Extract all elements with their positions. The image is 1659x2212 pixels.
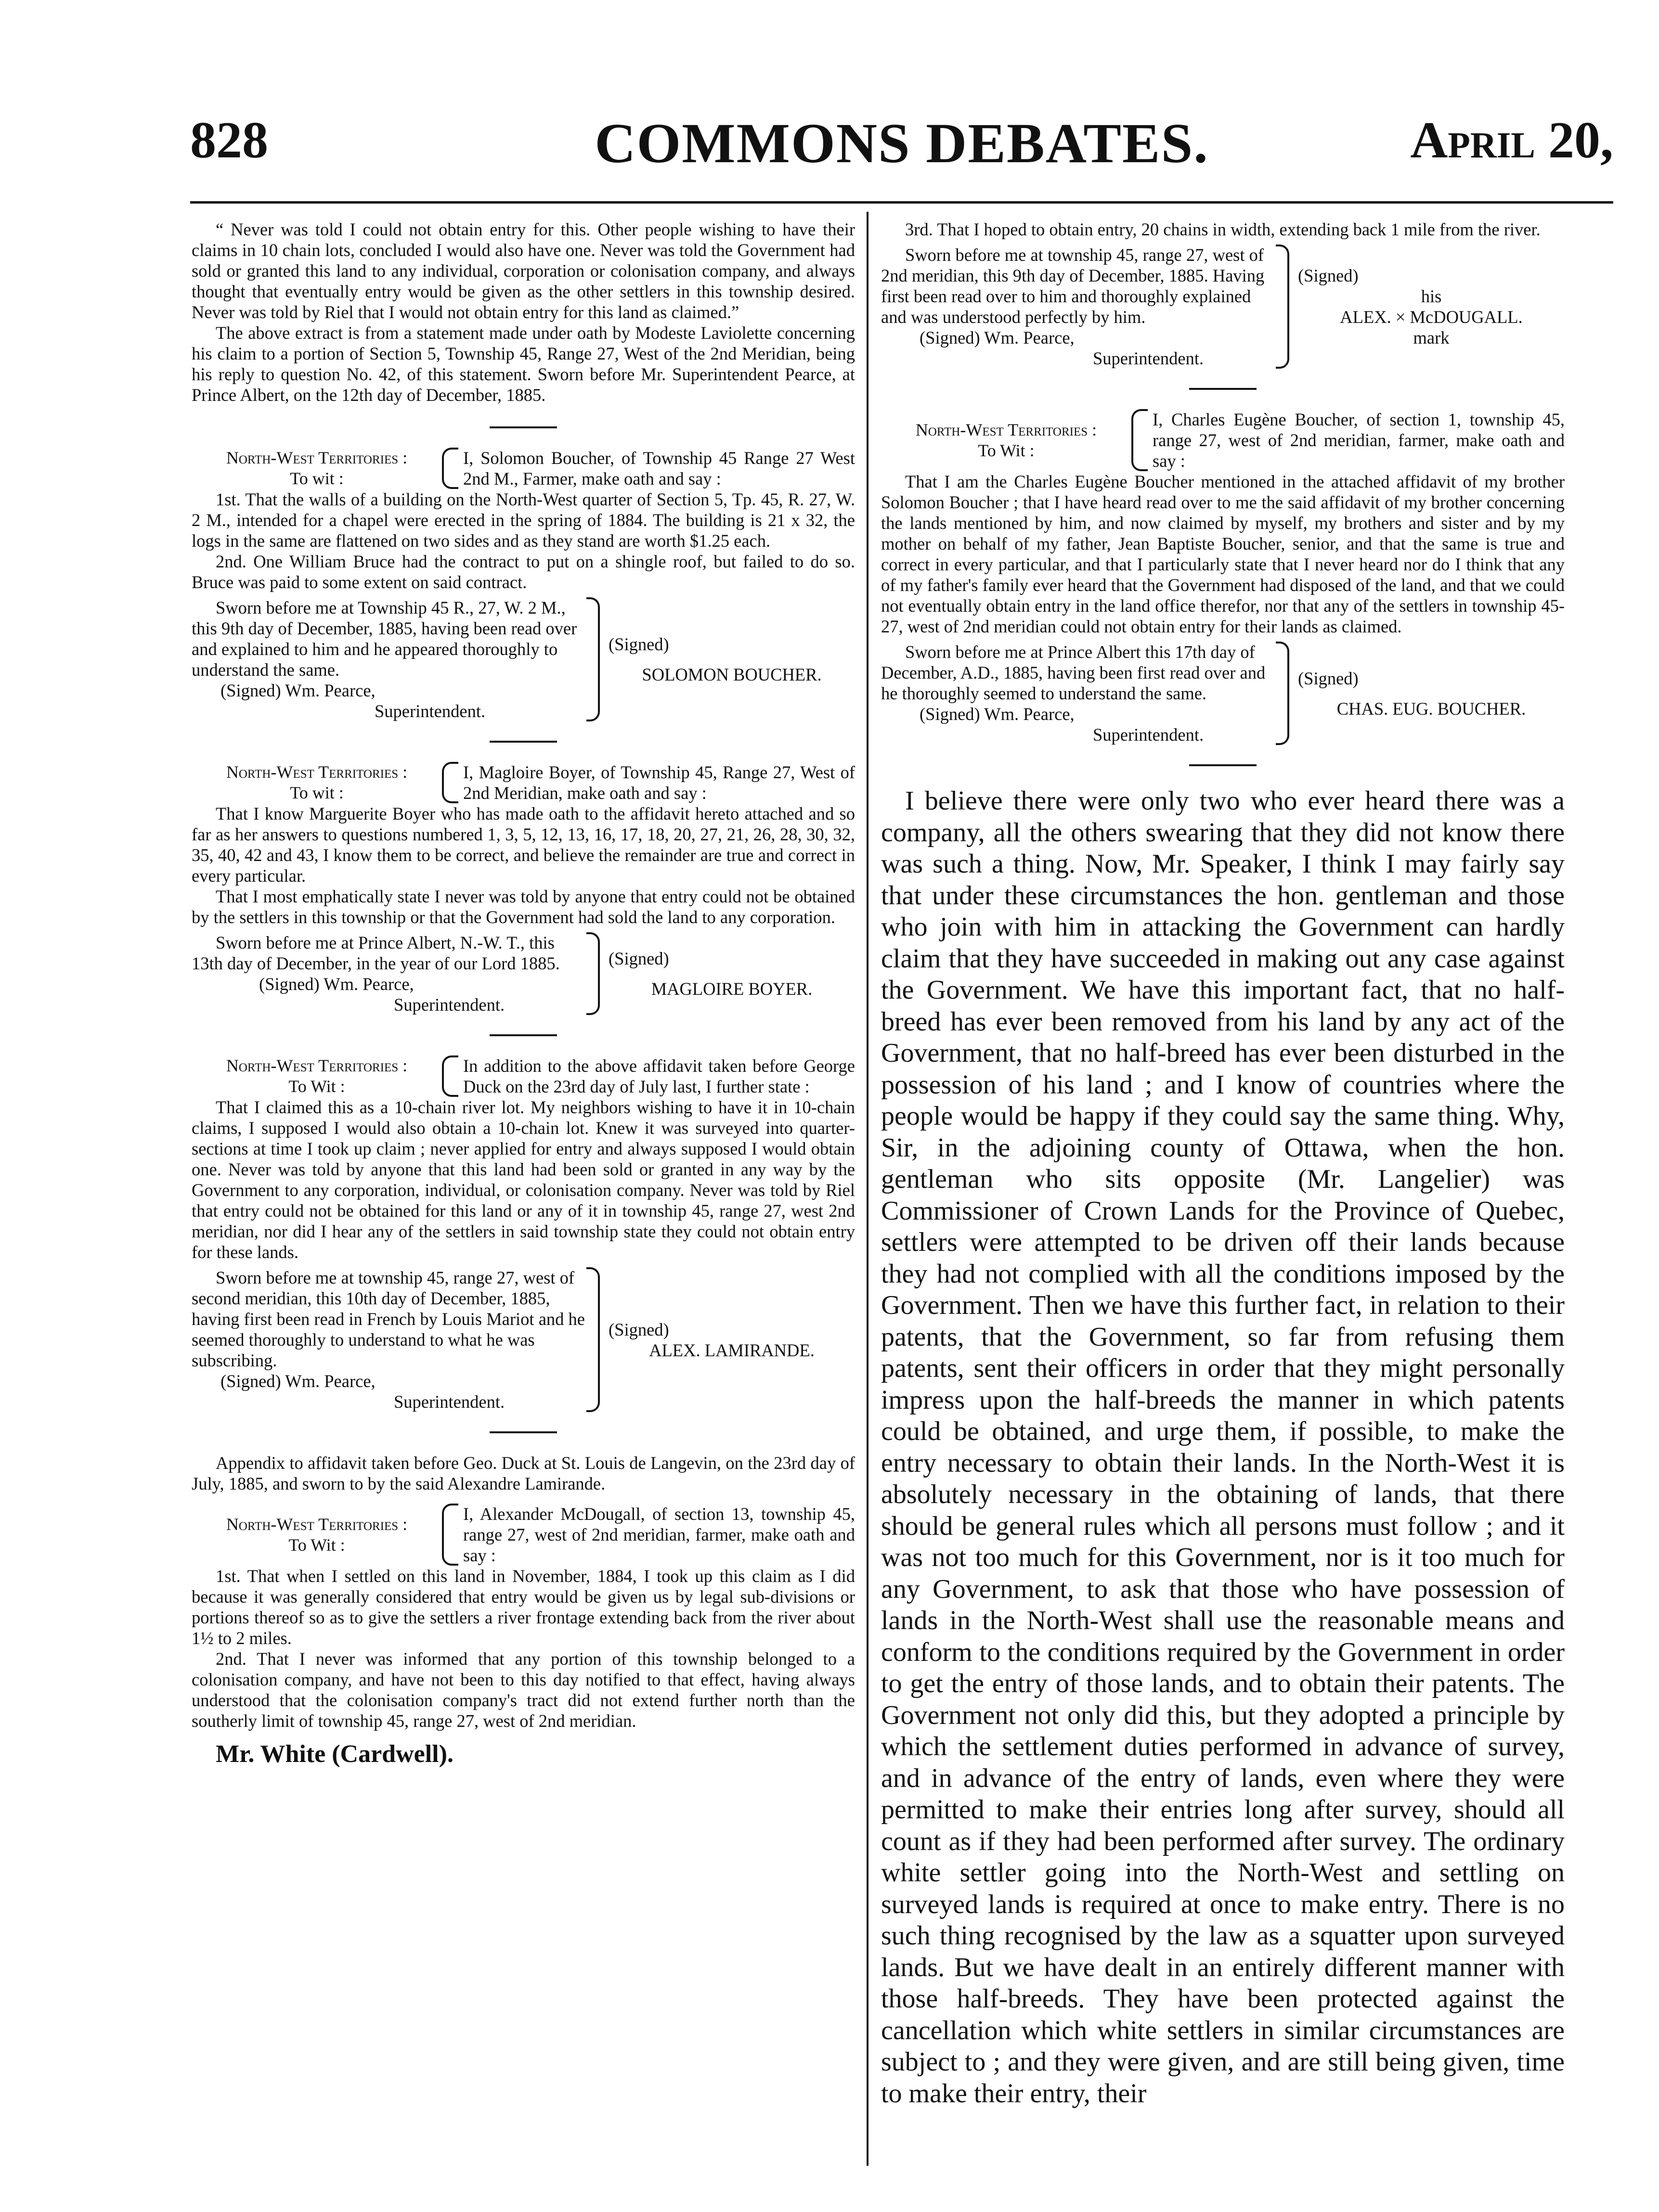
affidavit-intro: I, Magloire Boyer, of Township 45, Range 27, West of 2nd Meridian, make oath and say :: [463, 762, 855, 803]
jurat-block: [192, 932, 855, 1015]
affidavit-intro: I, Solomon Boucher, of Township 45 Range 27 West 2nd M., Farmer, make oath and say :: [463, 448, 855, 489]
affidavit-heading: [192, 762, 855, 803]
jurat-text: Sworn before me at Township 45 R., 27, W. 2 M., this 9th day of December, 1885, having been read over and explained to him and he appeared thoroughly to understand the same. (Signed) Wm. Pearce, Superintendent.: [192, 598, 577, 721]
signature-block: (Signed) CHAS. EUG. BOUCHER.: [1298, 642, 1565, 745]
affidavit-paragraph: 1st. That when I settled on this land in November, 1884, I took up this claim as I did because it was generally considered that entry would be given us by legal sub-divisions or portions thereof so as to give the settlers a river frontage extending back from the river about 1½ to 2 miles.: [192, 1566, 855, 1648]
jurisdiction-label: North-West Territories : To wit :: [226, 762, 408, 802]
signatory-name: MAGLOIRE BOYER.: [651, 979, 813, 999]
brace: [442, 1055, 458, 1097]
page-date: [1410, 111, 1613, 170]
jurisdiction-label: North-West Territories : To Wit :: [226, 1514, 408, 1555]
jurat-text: Sworn before me at township 45, range 27, west of 2nd meridian, this 9th day of December, 1885. Having first been read over to him and thoroughly explained and was understood perfectly by him. (Signed) Wm. Pearce, Superintendent.: [881, 245, 1265, 368]
separator-rule: [490, 426, 557, 428]
brace: [1276, 642, 1289, 745]
signature-block: (Signed) SOLOMON BOUCHER.: [609, 597, 855, 721]
left-column: [192, 219, 855, 1769]
speaker-attribution: Mr. White (Cardwell).: [216, 1740, 454, 1768]
signatory-name: CHAS. EUG. BOUCHER.: [1336, 698, 1526, 719]
page-number: 828: [190, 112, 268, 169]
affidavit-paragraph: 3rd. That I hoped to obtain entry, 20 chains in width, extending back 1 mile from the river.: [905, 219, 1541, 239]
right-column: [881, 219, 1565, 2109]
date-day: 20,: [1548, 112, 1613, 169]
brace: [442, 1504, 458, 1566]
header-rule: [190, 201, 1613, 204]
column-divider: [867, 212, 868, 2166]
affidavit-heading: [192, 448, 855, 489]
signature-block: (Signed) MAGLOIRE BOYER.: [609, 932, 855, 1015]
affidavit-intro: In addition to the above affidavit taken before George Duck on the 23rd day of July last, I further state :: [463, 1056, 855, 1096]
page-title: COMMONS DEBATES.: [595, 112, 1209, 175]
jurat-text: Sworn before me at township 45, range 27, west of second meridian, this 10th day of December, 1885, having first been read in French by Louis Mariot and he seemed thoroughly to understand to what he was subscribing. (Signed) Wm. Pearce, Superintendent.: [192, 1268, 585, 1412]
signature-block: (Signed) his ALEX. × McDOUGALL. mark: [1298, 244, 1565, 369]
brace: [442, 762, 458, 803]
affidavit-paragraph: That I know Marguerite Boyer who has made oath to the affidavit hereto attached and so far as her answers to questions numbered 1, 3, 5, 12, 13, 16, 17, 18, 20, 27, 21, 26, 28, 30, 32, 35, 40, 42 and 43, I know them to be correct, and believe the remainder are true and correct in every particular.: [192, 804, 855, 886]
brace: [586, 932, 600, 1015]
affidavit-intro: I, Charles Eugène Boucher, of section 1, township 45, range 27, west of 2nd meridian, farmer, make oath and say :: [1153, 410, 1565, 471]
jurat-block: [881, 642, 1565, 745]
separator-rule: [490, 741, 557, 743]
affidavit-paragraph: 1st. That the walls of a building on the North-West quarter of Section 5, Tp. 45, R. 27, W. 2 M., intended for a chapel were erected in the spring of 1884. The building is 21 x 32, the logs in the same are flattened on two sides and as they stand are worth $1.25 each.: [192, 489, 855, 551]
affidavit-heading: [192, 1055, 855, 1097]
brace: [1131, 409, 1148, 471]
appendix-paragraph: Appendix to affidavit taken before Geo. Duck at St. Louis de Langevin, on the 23rd day of July, 1885, and sworn to by the said Alexandre Lamirande.: [192, 1453, 855, 1493]
affidavit-paragraph: That I am the Charles Eugène Boucher mentioned in the attached affidavit of my brother Solomon Boucher ; that I have heard read over to me the said affidavit of my brother concerning the lands mentioned by him, and now claimed by myself, my brothers and sister and by my mother on behalf of my father, Jean Baptiste Boucher, senior, and that the same is true and correct in every particular, and that I particularly state that I never heard nor do I think that any of my father's family ever heard that the Government had disposed of the land, and that we could not eventually obtain entry in the land office therefor, nor that any of the settlers in township 45-27, west of 2nd meridian could not obtain entry for their lands as claimed.: [881, 472, 1565, 636]
affidavit-paragraph: 2nd. That I never was informed that any portion of this township belonged to a colonisation company, and have not been to this day notified to that effect, having always understood that the colonisation company's tract did not extend further north than the southerly limit of township 45, range 27, west of 2nd meridian.: [192, 1649, 855, 1731]
signatory-name: ALEX. × McDOUGALL.: [1340, 307, 1523, 327]
brace: [442, 448, 458, 489]
affidavit-paragraph: That I claimed this as a 10-chain river lot. My neighbors wishing to have it in 10-chain claims, I supposed I would also obtain a 10-chain lot. Knew it was surveyed into quarter-sections at time I took up claim ; never applied for entry and always supposed I would obtain one. Never was told by anyone that this land had been sold or granted in any way by the Government to any corporation, individual, or colonisation company. Never was told by Riel that entry could not be obtained for this land or any of it in township 45, range 27, west 2nd meridian, nor did I hear any of the settlers in said township state they could not obtain entry for these lands.: [192, 1097, 855, 1262]
affidavit-intro: I, Alexander McDougall, of section 13, township 45, range 27, west of 2nd meridian, farmer, make oath and say :: [463, 1504, 855, 1565]
jurat-text: Sworn before me at Prince Albert this 17th day of December, A.D., 1885, having been first read over and he thoroughly seemed to understand the same. (Signed) Wm. Pearce, Superintendent.: [881, 642, 1266, 745]
jurisdiction-label: North-West Territories : To Wit :: [226, 1056, 408, 1096]
jurat-block: [881, 244, 1565, 369]
signature-his: his: [1421, 286, 1442, 306]
signatory-name: SOLOMON BOUCHER.: [642, 665, 822, 684]
signature-mark: mark: [1413, 328, 1450, 347]
speech-paragraph: I believe there were only two who ever heard there was a company, all the others swearing that they did not know there was such a thing. Now, Mr. Speaker, I think I may fairly say that under these circumstances the hon. gentleman and those who join with him in attacking the Government can hardly claim that they have succeeded in making out any case against the Government. We have this important fact, that no half-breed has ever been removed from his land by any act of the Government, that no half-breed has ever been disturbed in the possession of his land ; and I know of countries where the people would be happy if they could say the same thing. Why, Sir, in the adjoining county of Ottawa, when the hon. gentleman who sits opposite (Mr. Langelier) was Commissioner of Crown Lands for the Province of Quebec, settlers were attempted to be driven off their lands because they had not complied with all the conditions imposed by the Government. Then we have this further fact, in relation to their patents, that the Government, so far from refusing them patents, sent their officers in order that they might personally impress upon the half-breeds the manner in which patents could be obtained, and urge them, if possible, to make the entry necessary to obtain their lands. In the North-West it is absolutely necessary in the obtaining of lands, that there should be general rules which all persons must follow ; and it was not too much for this Government, nor is it too much for any Government, to ask that those who have possession of lands in the North-West shall use the reasonable means and conform to the conditions required by the Government in order to get the entry of those lands, and to obtain their patents. The Government not only did this, but they adopted a principle by which the settlement duties performed in advance of survey, and in advance of the entry of lands, even where they were permitted to make their entries long after survey, should all count as if they had been performed after survey. The ordinary white settler going into the North-West and settling on surveyed lands is required at once to make entry. There is no such thing recognised by the law as a squatter upon surveyed lands. But we have dealt in an entirely different manner with those half-breeds. They have been protected against the cancellation which white settlers in similar circumstances are subject to ; and they were given, and are still being given, time to make their entry, their: [881, 786, 1565, 2109]
affidavit-paragraph: That I most emphatically state I never was told by anyone that entry could not be obtained by the settlers in this township or that the Government had sold the land to any corporation.: [192, 887, 855, 927]
affidavit-heading: [881, 409, 1565, 471]
page-header: [190, 111, 1613, 183]
jurat-text: Sworn before me at Prince Albert, N.-W. T., this 13th day of December, in the year of our Lord 1885. (Signed) Wm. Pearce, Superintendent.: [192, 933, 560, 1015]
jurat-block: [192, 1267, 855, 1412]
separator-rule: [1189, 388, 1257, 390]
affidavit-heading: [192, 1504, 855, 1566]
brace: [1276, 244, 1289, 369]
brace: [586, 597, 600, 721]
brace: [586, 1267, 600, 1412]
jurisdiction-label: North-West Territories : To wit :: [226, 448, 408, 488]
jurat-block: [192, 597, 855, 721]
signatory-name: ALEX. LAMIRANDE.: [649, 1340, 815, 1360]
jurisdiction-label: North-West Territories : To Wit :: [915, 420, 1097, 460]
quote-paragraph: “ Never was told I could not obtain entry for this. Other people wishing to have their claims in 10 chain lots, concluded I would also have one. Never was told the Government had sold or granted this land to any individual, corporation or colonisation company, and always thought that eventually entry would be given as the other settlers in this township desired. Never was told by Riel that I would not obtain entry for this land as claimed.”: [192, 219, 855, 322]
signature-block: (Signed) ALEX. LAMIRANDE.: [609, 1267, 855, 1412]
date-month: April: [1410, 112, 1535, 169]
separator-rule: [490, 1034, 557, 1036]
quote-source-paragraph: The above extract is from a statement made under oath by Modeste Laviolette concerning his claim to a portion of Section 5, Township 45, Range 27, West of the 2nd Meridian, being his reply to question No. 42, of this statement. Sworn before Mr. Superintendent Pearce, at Prince Albert, on the 12th day of December, 1885.: [192, 323, 855, 405]
affidavit-paragraph: 2nd. One William Bruce had the contract to put on a shingle roof, but failed to do so. Bruce was paid to some extent on said contract.: [192, 552, 855, 592]
separator-rule: [490, 1431, 557, 1433]
separator-rule: [1189, 764, 1257, 766]
